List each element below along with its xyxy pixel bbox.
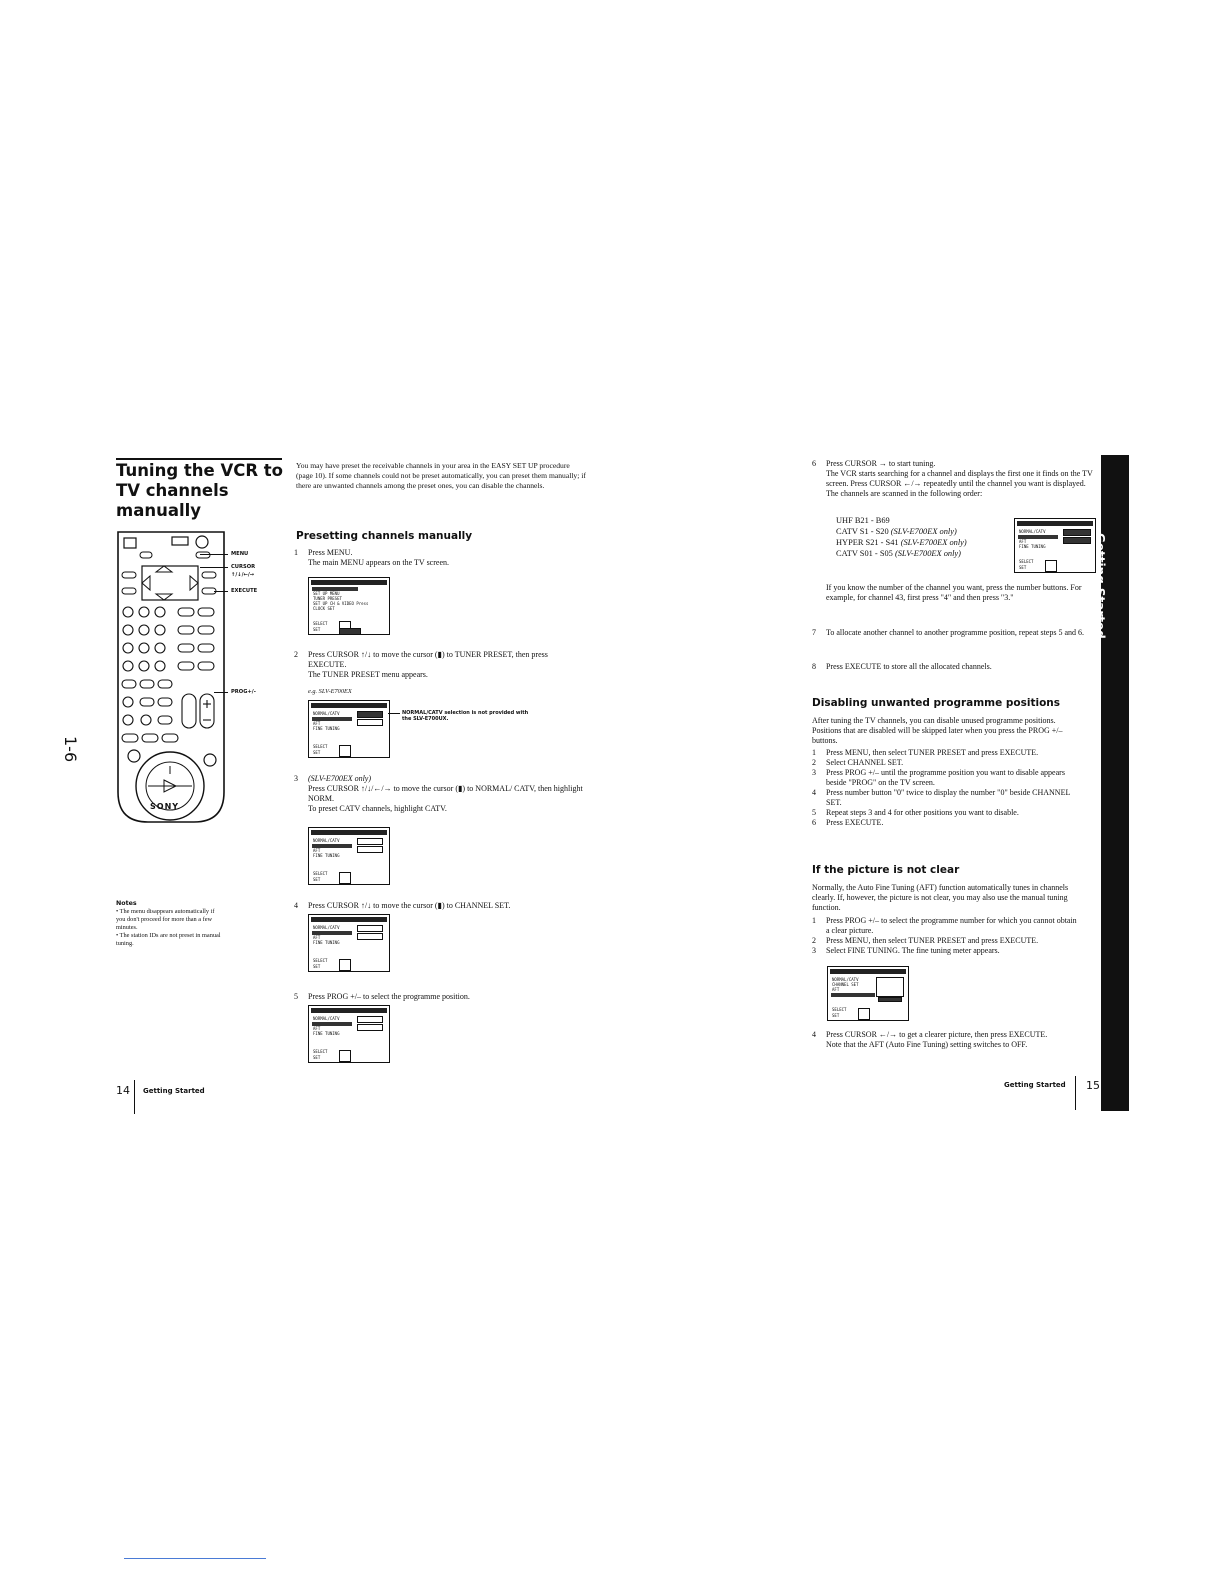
disabling-step (812, 768, 1084, 788)
step-text: Press PROG +/– to select the programme number for which you cannot obtain a clear picture. (826, 916, 1077, 935)
page-title: Tuning the VCR to TV channels manually (116, 461, 284, 520)
execute-label: EXECUTE (231, 588, 258, 594)
presetting-heading: Presetting channels manually (296, 530, 473, 542)
not-clear-intro: Normally, the Auto Fine Tuning (AFT) function automatically tunes in channels clearly. If, however, the picture is not clear, you may also use the manual tuning function. (812, 883, 1069, 912)
callout-leader (388, 713, 400, 714)
not-clear-step (812, 936, 1084, 946)
screen-icon-box (339, 1050, 351, 1062)
disabling-step (812, 788, 1084, 808)
step-text: Repeat steps 3 and 4 for other positions you want to disable. (826, 808, 1019, 817)
menu-label: MENU (231, 551, 249, 557)
step-text: Press number button "0" twice to display the number "0" beside CHANNEL SET. (826, 788, 1071, 807)
screen-line: FINE TUNING (313, 940, 340, 945)
screen-line: SET (313, 964, 321, 969)
note-item: • The menu disappears automatically if you don't proceed for more than a few minutes. (116, 908, 215, 931)
preset-step-5 (294, 992, 594, 1002)
step-number: 4 (812, 1030, 816, 1039)
preset-step-2 (294, 650, 594, 680)
disabling-steps (812, 748, 1084, 828)
screen-value-box (357, 838, 383, 845)
step-text: Press PROG +/– to select the programme position. (308, 992, 470, 1001)
screen-line: CHANNEL SET (832, 982, 859, 987)
scan-note: (SLV-E700EX only) (894, 549, 961, 558)
screen-line: SET (1019, 565, 1027, 570)
screen-icon-box (339, 628, 361, 635)
step-text: Press CURSOR ↑/↓/←/→ to move the cursor (▮) to NORMAL/ CATV, then highlight NORM. (308, 784, 583, 803)
left-footer-section: Getting Started (143, 1087, 205, 1095)
screen-value-box (357, 1016, 383, 1023)
screen-title-bar (830, 969, 906, 974)
step-text: Press CURSOR ↑/↓ to move the cursor (▮) to TUNER PRESET, then press EXECUTE. (308, 650, 548, 669)
screen-line: SELECT (313, 958, 328, 963)
title-rule (116, 458, 282, 460)
step-number: 1 (812, 916, 816, 925)
intro-paragraph: You may have preset the receivable channels in your area in the EASY SET UP procedure (page 10). If some channels could not be preset automatically, you can preset them manually; if there are unwanted channels among the preset ones, you can disable the channels. (296, 461, 586, 490)
scan-item (836, 515, 1006, 526)
screen-line: AFT (313, 848, 321, 853)
screen-line: NORMAL/CATV (313, 711, 340, 716)
not-clear-steps (812, 916, 1084, 956)
screen-line: SELECT (313, 1049, 328, 1054)
scan-item (836, 537, 1006, 548)
disabling-step (812, 748, 1084, 758)
note-item: • The station IDs are not preset in manual tuning. (116, 932, 221, 947)
screen-line: NORMAL/CATV (313, 1016, 340, 1021)
step-text: Press CURSOR ←/→ to get a clearer picture, then press EXECUTE. (826, 1030, 1048, 1039)
scan-item (836, 526, 1006, 537)
screen-line: SET (313, 627, 321, 632)
not-clear-step-4 (812, 1030, 1102, 1050)
left-page-number: 14 (116, 1084, 130, 1097)
screen-value-box (357, 711, 383, 718)
screen-line: AFT (313, 1026, 321, 1031)
cursor-leader (200, 567, 228, 568)
step-number: 2 (812, 936, 816, 945)
bottom-rule (124, 1558, 266, 1559)
disabling-step (812, 818, 1084, 828)
step-text: Press EXECUTE. (826, 818, 884, 827)
fine-tuning-bar (878, 997, 902, 1002)
step-subtext: To preset CATV channels, highlight CATV. (308, 804, 447, 813)
screen-line: FINE TUNING (313, 853, 340, 858)
step-text: Press CURSOR → to start tuning. (826, 459, 936, 468)
screen-line: CLOCK SET (313, 606, 335, 611)
screen-icon-box (339, 959, 351, 971)
screen-line: SELECT (313, 621, 328, 626)
step-number: 2 (294, 650, 298, 659)
scan-note: (SLV-E700EX only) (900, 538, 967, 547)
section-tab-label: Getting Started (1093, 533, 1107, 639)
notes-block (116, 900, 224, 948)
screen-line: SET UP MENU (313, 591, 340, 596)
step-number: 4 (294, 901, 298, 910)
screen-line: SELECT (1019, 559, 1034, 564)
step-text: Press MENU. (308, 548, 353, 557)
catv-callout: NORMAL/CATV selection is not provided with the SLV-E700UX. (402, 710, 529, 722)
remote-brand: SONY (150, 802, 180, 811)
scan-range: HYPER S21 - S41 (836, 538, 899, 547)
prog-leader (214, 692, 228, 693)
prog-position-screen (308, 1005, 390, 1063)
example-model: e.g. SLV-E700EX (308, 688, 352, 695)
left-footer-rule (134, 1080, 135, 1114)
right-footer-rule (1075, 1076, 1076, 1110)
cursor-arrows-label: ↑/↓/←/→ (231, 572, 255, 578)
screen-value-box (1063, 529, 1091, 536)
step-number: 4 (812, 788, 816, 797)
step-number: 6 (812, 459, 816, 468)
scan-range: CATV S1 - S20 (836, 527, 889, 536)
step-subtext: The TUNER PRESET menu appears. (308, 670, 428, 679)
screen-icon-box (1045, 560, 1057, 572)
scan-range: UHF B21 - B69 (836, 516, 890, 525)
screen-line: SET (832, 1013, 840, 1018)
screen-line: NORMAL/CATV (313, 838, 340, 843)
step-subtext: Note that the AFT (Auto Fine Tuning) setting switches to OFF. (826, 1040, 1028, 1049)
tuner-preset-screen (308, 700, 390, 758)
step-subtext: The VCR starts searching for a channel and displays the first one it finds on the TV screen. Press CURSOR ←/→ repeatedly until the channel you want is displayed. (826, 469, 1093, 488)
screen-line: SET (313, 1055, 321, 1060)
screen-title-bar (311, 917, 387, 922)
preset-step-1 (294, 548, 594, 568)
notes-heading: Notes (116, 900, 137, 907)
step-number: 5 (812, 808, 816, 817)
screen-line: AFT (313, 721, 321, 726)
number-buttons-note: If you know the number of the channel you want, press the number buttons. For example, for channel 43, first press "4" and then press "3." (826, 583, 1082, 602)
cursor-label: CURSOR (231, 564, 256, 570)
screen-icon-box (339, 872, 351, 884)
screen-value-box (357, 846, 383, 853)
step-number: 2 (812, 758, 816, 767)
screen-icon-box (858, 1008, 870, 1020)
fine-tuning-meter (876, 977, 904, 997)
right-step-6 (812, 459, 1102, 499)
screen-value-box (357, 925, 383, 932)
step-text: Select FINE TUNING. The fine tuning meter appears. (826, 946, 1000, 955)
screen-value-box (357, 719, 383, 726)
screen-line: SET (313, 750, 321, 755)
channel-set-screen (308, 914, 390, 972)
screen-line: SET UP CH & VIDEO Press (313, 601, 369, 606)
screen-line: SELECT (832, 1007, 847, 1012)
screen-icon-box (339, 745, 351, 757)
step-text: Press CURSOR ↑/↓ to move the cursor (▮) to CHANNEL SET. (308, 901, 511, 910)
menu-screen (308, 577, 390, 635)
step-text: To allocate another channel to another programme position, repeat steps 5 and 6. (826, 628, 1085, 637)
step-number: 3 (294, 774, 298, 783)
right-step-8 (812, 662, 1102, 672)
step-subtext: The main MENU appears on the TV screen. (308, 558, 449, 567)
not-clear-step (812, 916, 1084, 936)
screen-title-bar (311, 703, 387, 708)
screen-line: NORMAL/CATV (313, 925, 340, 930)
disabling-heading: Disabling unwanted programme positions (812, 697, 1061, 709)
step-number: 5 (294, 992, 298, 1001)
screen-line: SELECT (313, 871, 328, 876)
screen-line: TUNER PRESET (313, 596, 342, 601)
disabling-step (812, 758, 1084, 768)
prog-label: PROG+/- (231, 689, 256, 695)
screen-highlight (831, 993, 875, 997)
screen-value-box (357, 1024, 383, 1031)
screen-title-bar (311, 580, 387, 585)
screen-line: FINE TUNING (313, 1031, 340, 1036)
step-text: Press PROG +/– until the programme position you want to disable appears beside "PROG" on the TV screen. (826, 768, 1065, 787)
not-clear-step (812, 946, 1084, 956)
tuning-screen (1014, 518, 1096, 573)
side-page-mark: 1-6 (61, 736, 80, 763)
normal-catv-screen (308, 827, 390, 885)
screen-line: SET (313, 877, 321, 882)
screen-line: AFT (313, 935, 321, 940)
screen-line: SELECT (313, 744, 328, 749)
right-footer-section: Getting Started (1004, 1081, 1066, 1089)
screen-line: NORMAL/CATV (1019, 529, 1046, 534)
step-number: 7 (812, 628, 816, 637)
screen-title-bar (311, 830, 387, 835)
screen-value-box (357, 933, 383, 940)
step-number: 6 (812, 818, 816, 827)
right-page-number: 15 (1086, 1079, 1100, 1092)
menu-leader (200, 554, 228, 555)
step-number: 8 (812, 662, 816, 671)
screen-line: FINE TUNING (313, 726, 340, 731)
step-number: 3 (812, 768, 816, 777)
screen-line: AFT (1019, 539, 1027, 544)
right-step-7 (812, 628, 1102, 638)
fine-tuning-screen (827, 966, 909, 1021)
screen-line: NORMAL/CATV (832, 977, 859, 982)
execute-leader (214, 591, 228, 592)
step-number: 3 (812, 946, 816, 955)
step-text: Press EXECUTE to store all the allocated channels. (826, 662, 992, 671)
step-text: Press MENU, then select TUNER PRESET and press EXECUTE. (826, 748, 1039, 757)
step-number: 1 (812, 748, 816, 757)
scan-range: CATV S01 - S05 (836, 549, 893, 558)
screen-line: AFT (832, 987, 840, 992)
not-clear-heading: If the picture is not clear (812, 864, 960, 876)
disabling-intro: After tuning the TV channels, you can disable unused programme positions. Positions that are disabled will be skipped later when you press the PROG +/– buttons. (812, 716, 1063, 745)
scan-item (836, 548, 1006, 559)
screen-line: FINE TUNING (1019, 544, 1046, 549)
step-title: (SLV-E700EX only) (308, 774, 372, 783)
step-subtext: The channels are scanned in the following order: (826, 489, 983, 498)
disabling-step (812, 808, 1084, 818)
step-text: Press MENU, then select TUNER PRESET and press EXECUTE. (826, 936, 1039, 945)
screen-title-bar (1017, 521, 1093, 526)
preset-step-4 (294, 901, 594, 911)
scan-note: (SLV-E700EX only) (890, 527, 957, 536)
screen-value-box (1063, 537, 1091, 544)
preset-step-3 (294, 774, 594, 814)
scan-order-list (836, 515, 1006, 559)
screen-title-bar (311, 1008, 387, 1013)
step-text: Select CHANNEL SET. (826, 758, 904, 767)
step-number: 1 (294, 548, 298, 557)
